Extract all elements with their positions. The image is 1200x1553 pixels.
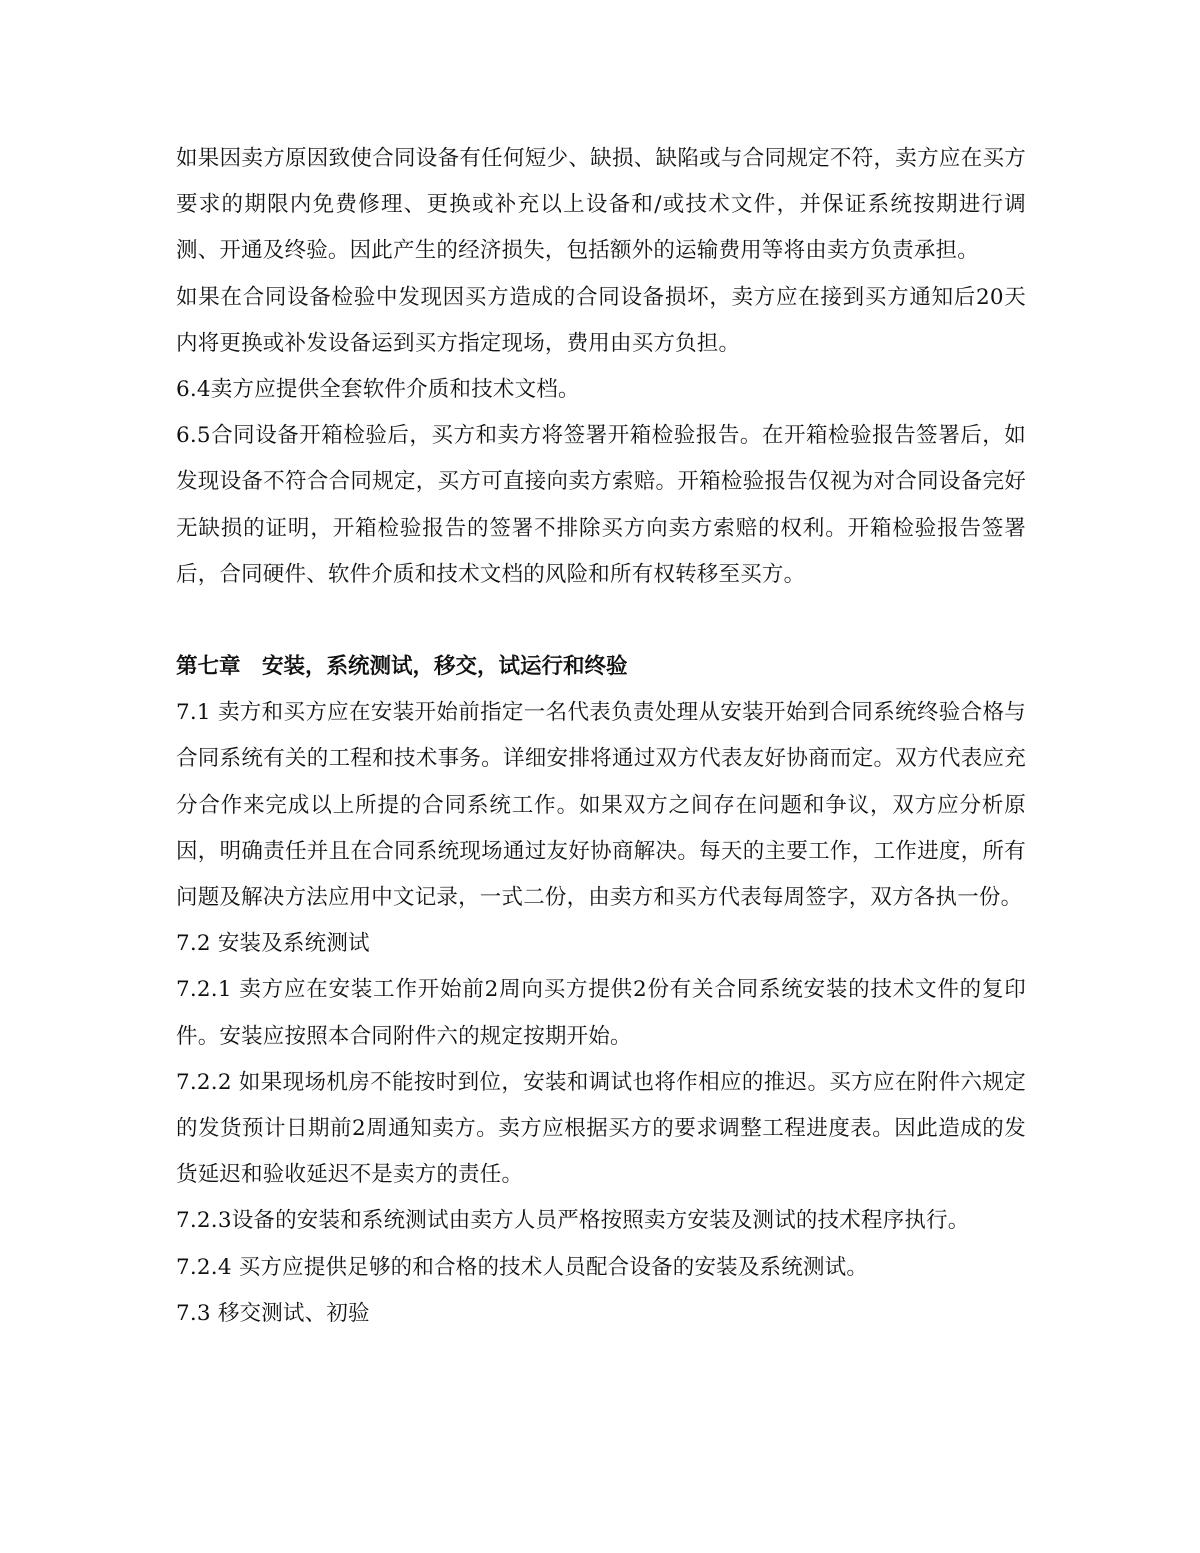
clause-6-4: 6.4卖方应提供全套软件介质和技术文档。: [176, 377, 580, 403]
clause-7-2-3: 7.2.3设备的安装和系统测试由卖方人员严格按照卖方安装及测试的技术程序执行。: [176, 1208, 970, 1234]
document-body: [176, 136, 1026, 1337]
clause-7-2-4: 7.2.4 买方应提供足够的和合格的技术人员配合设备的安装及系统测试。: [176, 1254, 869, 1280]
clause-7-2: 7.2 安装及系统测试: [176, 931, 370, 957]
clause-6-5: 6.5合同设备开箱检验后，买方和卖方将签署开箱检验报告。在开箱检验报告签署后，如发现设备不符合合同规定，买方可直接向卖方索赔。开箱检验报告仅视为对合同设备完好无缺损的证明，开箱检验报告的签署不排除买方向卖方索赔的权利。开箱检验报告签署后，合同硬件、软件介质和技术文档的风险和所有权转移至买方。: [176, 423, 1026, 587]
paragraph-buyer-damage: 如果在合同设备检验中发现因买方造成的合同设备损坏，卖方应在接到买方通知后20天内将更换或补发设备运到买方指定现场，费用由买方负担。: [176, 284, 1026, 356]
clause-7-1: 7.1 卖方和买方应在安装开始前指定一名代表负责处理从安装开始到合同系统终验合格与合同系统有关的工程和技术事务。详细安排将通过双方代表友好协商而定。双方代表应充分合作来完成以上所提的合同系统工作。如果双方之间存在问题和争议，双方应分析原因，明确责任并且在合同系统现场通过友好协商解决。每天的主要工作，工作进度，所有问题及解决方法应用中文记录，一式二份，由卖方和买方代表每周签字，双方各执一份。: [176, 700, 1026, 911]
clause-7-3: 7.3 移交测试、初验: [176, 1300, 370, 1326]
clause-7-2-1: 7.2.1 卖方应在安装工作开始前2周向买方提供2份有关合同系统安装的技术文件的复印件。安装应按照本合同附件六的规定按期开始。: [176, 977, 1026, 1049]
clause-7-2-2: 7.2.2 如果现场机房不能按时到位，安装和调试也将作相应的推迟。买方应在附件六规定的发货预计日期前2周通知卖方。卖方应根据买方的要求调整工程进度表。因此造成的发货延迟和验收延迟不是卖方的责任。: [176, 1069, 1026, 1188]
paragraph-defect-liability: 如果因卖方原因致使合同设备有任何短少、缺损、缺陷或与合同规定不符，卖方应在买方要求的期限内免费修理、更换或补充以上设备和/或技术文件，并保证系统按期进行调测、开通及终验。因此产生的经济损失，包括额外的运输费用等将由卖方负责承担。: [176, 146, 1026, 264]
chapter-7-heading: 第七章 安装，系统测试，移交，试运行和终验: [176, 654, 628, 680]
section-spacer: [176, 598, 1026, 644]
